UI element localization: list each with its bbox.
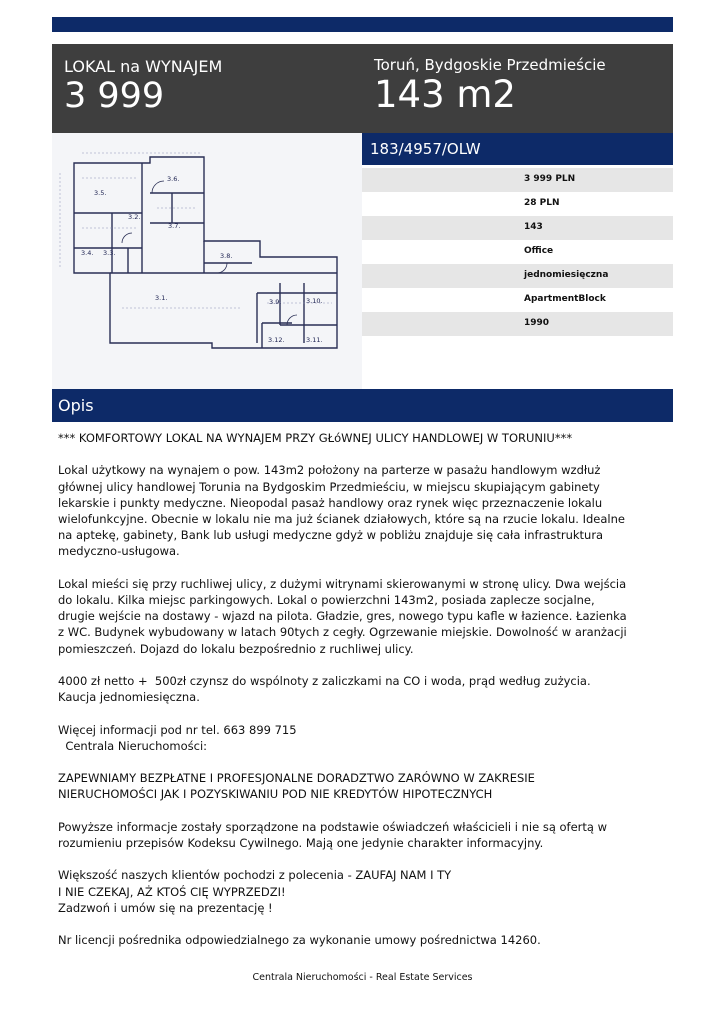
description-paragraph: *** KOMFORTOWY LOKAL NA WYNAJEM PRZY GŁóWNEJ ULICY HANDLOWEJ W TORUNIU***: [58, 431, 573, 445]
floor-plan-room-label: 3.3.: [103, 249, 116, 257]
floor-plan-room-label: 3.2.: [128, 213, 141, 221]
floor-plan-room-label: 3.4.: [81, 249, 94, 257]
description-paragraph: Lokal użytkowy na wynajem o pow. 143m2 położony na parterze w pasażu handlowym wzdłuż głównej ulicy handlowej Torunia na Bydgoskim Przedmieściu, w miejscu skupiającym gabinety lekarskie i punkty medyczne. Nieopodal pasaż handlowy oraz rynek więc przeznaczenie lokalu wielofunkcyjne. Obecnie w lokalu nie ma już ścianek działowych, które są na rzucie lokalu. Idealne na aptekę, gabinety, Bank lub usługi medyczne gdyż w pobliżu znajduje się cała infrastruktura medyczno-usługowa.: [58, 463, 625, 559]
detail-value: jednomiesięczna: [524, 270, 609, 280]
description-paragraph: Nr licencji pośrednika odpowiedzialnego za wykonanie umowy pośrednictwa 14260.: [58, 933, 541, 948]
detail-row: [362, 192, 673, 216]
listing-price: 3 999: [64, 76, 165, 116]
detail-value: 1990: [524, 318, 550, 328]
floor-plan-room-label: 3.7.: [168, 222, 181, 230]
floor-plan-room-label: 3.5.: [94, 189, 107, 197]
description-paragraph: Większość naszych klientów pochodzi z polecenia - ZAUFAJ NAM I TY I NIE CZEKAJ, AŻ KTOŚ CIĘ WYPRZEDZI! Zadzwoń i umów się na prezentację !: [58, 868, 452, 915]
floor-plan-room-label: 3.6.: [167, 175, 180, 183]
floor-plan-room-label: 3.8.: [220, 252, 233, 260]
detail-value: 143: [524, 222, 543, 232]
detail-row: [362, 288, 673, 312]
description-paragraph: Więcej informacji pod nr tel. 663 899 715 Centrala Nieruchomości:: [58, 722, 297, 753]
detail-row: [362, 216, 673, 240]
floor-plan-room-label: 3.11.: [306, 336, 323, 344]
description-paragraph: 4000 zł netto + 500zł czynsz do wspólnoty z zaliczkami na CO i woda, prąd według zużycia. Kaucja jednomiesięczna.: [58, 674, 591, 705]
reference-number-bar: [362, 133, 673, 165]
listing-location: Toruń, Bydgoskie Przedmieście: [374, 56, 606, 74]
description-paragraph: ZAPEWNIAMY BEZPŁATNE I PROFESJONALNE DORADZTWO ZARÓWNO W ZAKRESIE NIERUCHOMOŚCI JAK I POZYSKIWANIU POD NIE KREDYTÓW HIPOTECZNYCH: [58, 771, 535, 802]
floor-plan-drawing: [52, 133, 362, 389]
detail-row: [362, 168, 673, 192]
detail-value: 28 PLN: [524, 198, 560, 208]
top-accent-bar: [52, 17, 673, 32]
floor-plan-room-label: 3.12.: [268, 336, 285, 344]
floor-plan-room-label: 3.1.: [155, 294, 168, 302]
reference-number: 183/4957/OLW: [370, 140, 481, 158]
detail-row: [362, 264, 673, 288]
description-heading-bar: [52, 389, 673, 422]
detail-value: 3 999 PLN: [524, 174, 576, 184]
listing-type: LOKAL na WYNAJEM: [64, 57, 223, 76]
detail-row: [362, 312, 673, 336]
description-body: [58, 430, 668, 965]
page-footer: Centrala Nieruchomości - Real Estate Services: [252, 972, 473, 983]
floor-plan-image: [52, 133, 362, 389]
detail-row: [362, 240, 673, 264]
description-heading: Opis: [58, 396, 94, 415]
listing-area: 143 m2: [374, 73, 516, 116]
listing-header: [52, 44, 673, 133]
description-paragraph: Lokal mieści się przy ruchliwej ulicy, z dużymi witrynami skierowanymi w stronę ulicy. Dwa wejścia do lokalu. Kilka miejsc parkingowych. Lokal o powierzchni 143m2, posiada zaplecze socjalne, drugie wejście na dostawy - wjazd na pilota. Gładzie, gres, nowego typu kafle w łazience. Łazienka z WC. Budynek wybudowany w latach 90tych z cegły. Ogrzewanie miejskie. Dowolność w aranżacji pomieszczeń. Dojazd do lokalu bezpośrednio z ruchliwej ulicy.: [58, 576, 627, 656]
floor-plan-room-label: 3.10.: [306, 297, 323, 305]
detail-value: ApartmentBlock: [524, 294, 606, 304]
description-paragraph: Powyższe informacje zostały sporządzone na podstawie oświadczeń właścicieli i nie są ofertą w rozumieniu przepisów Kodeksu Cywilnego. Mają one jedynie charakter informacyjny.: [58, 819, 608, 850]
detail-value: Office: [524, 246, 554, 256]
floor-plan-room-label: 3.9.: [269, 298, 282, 306]
